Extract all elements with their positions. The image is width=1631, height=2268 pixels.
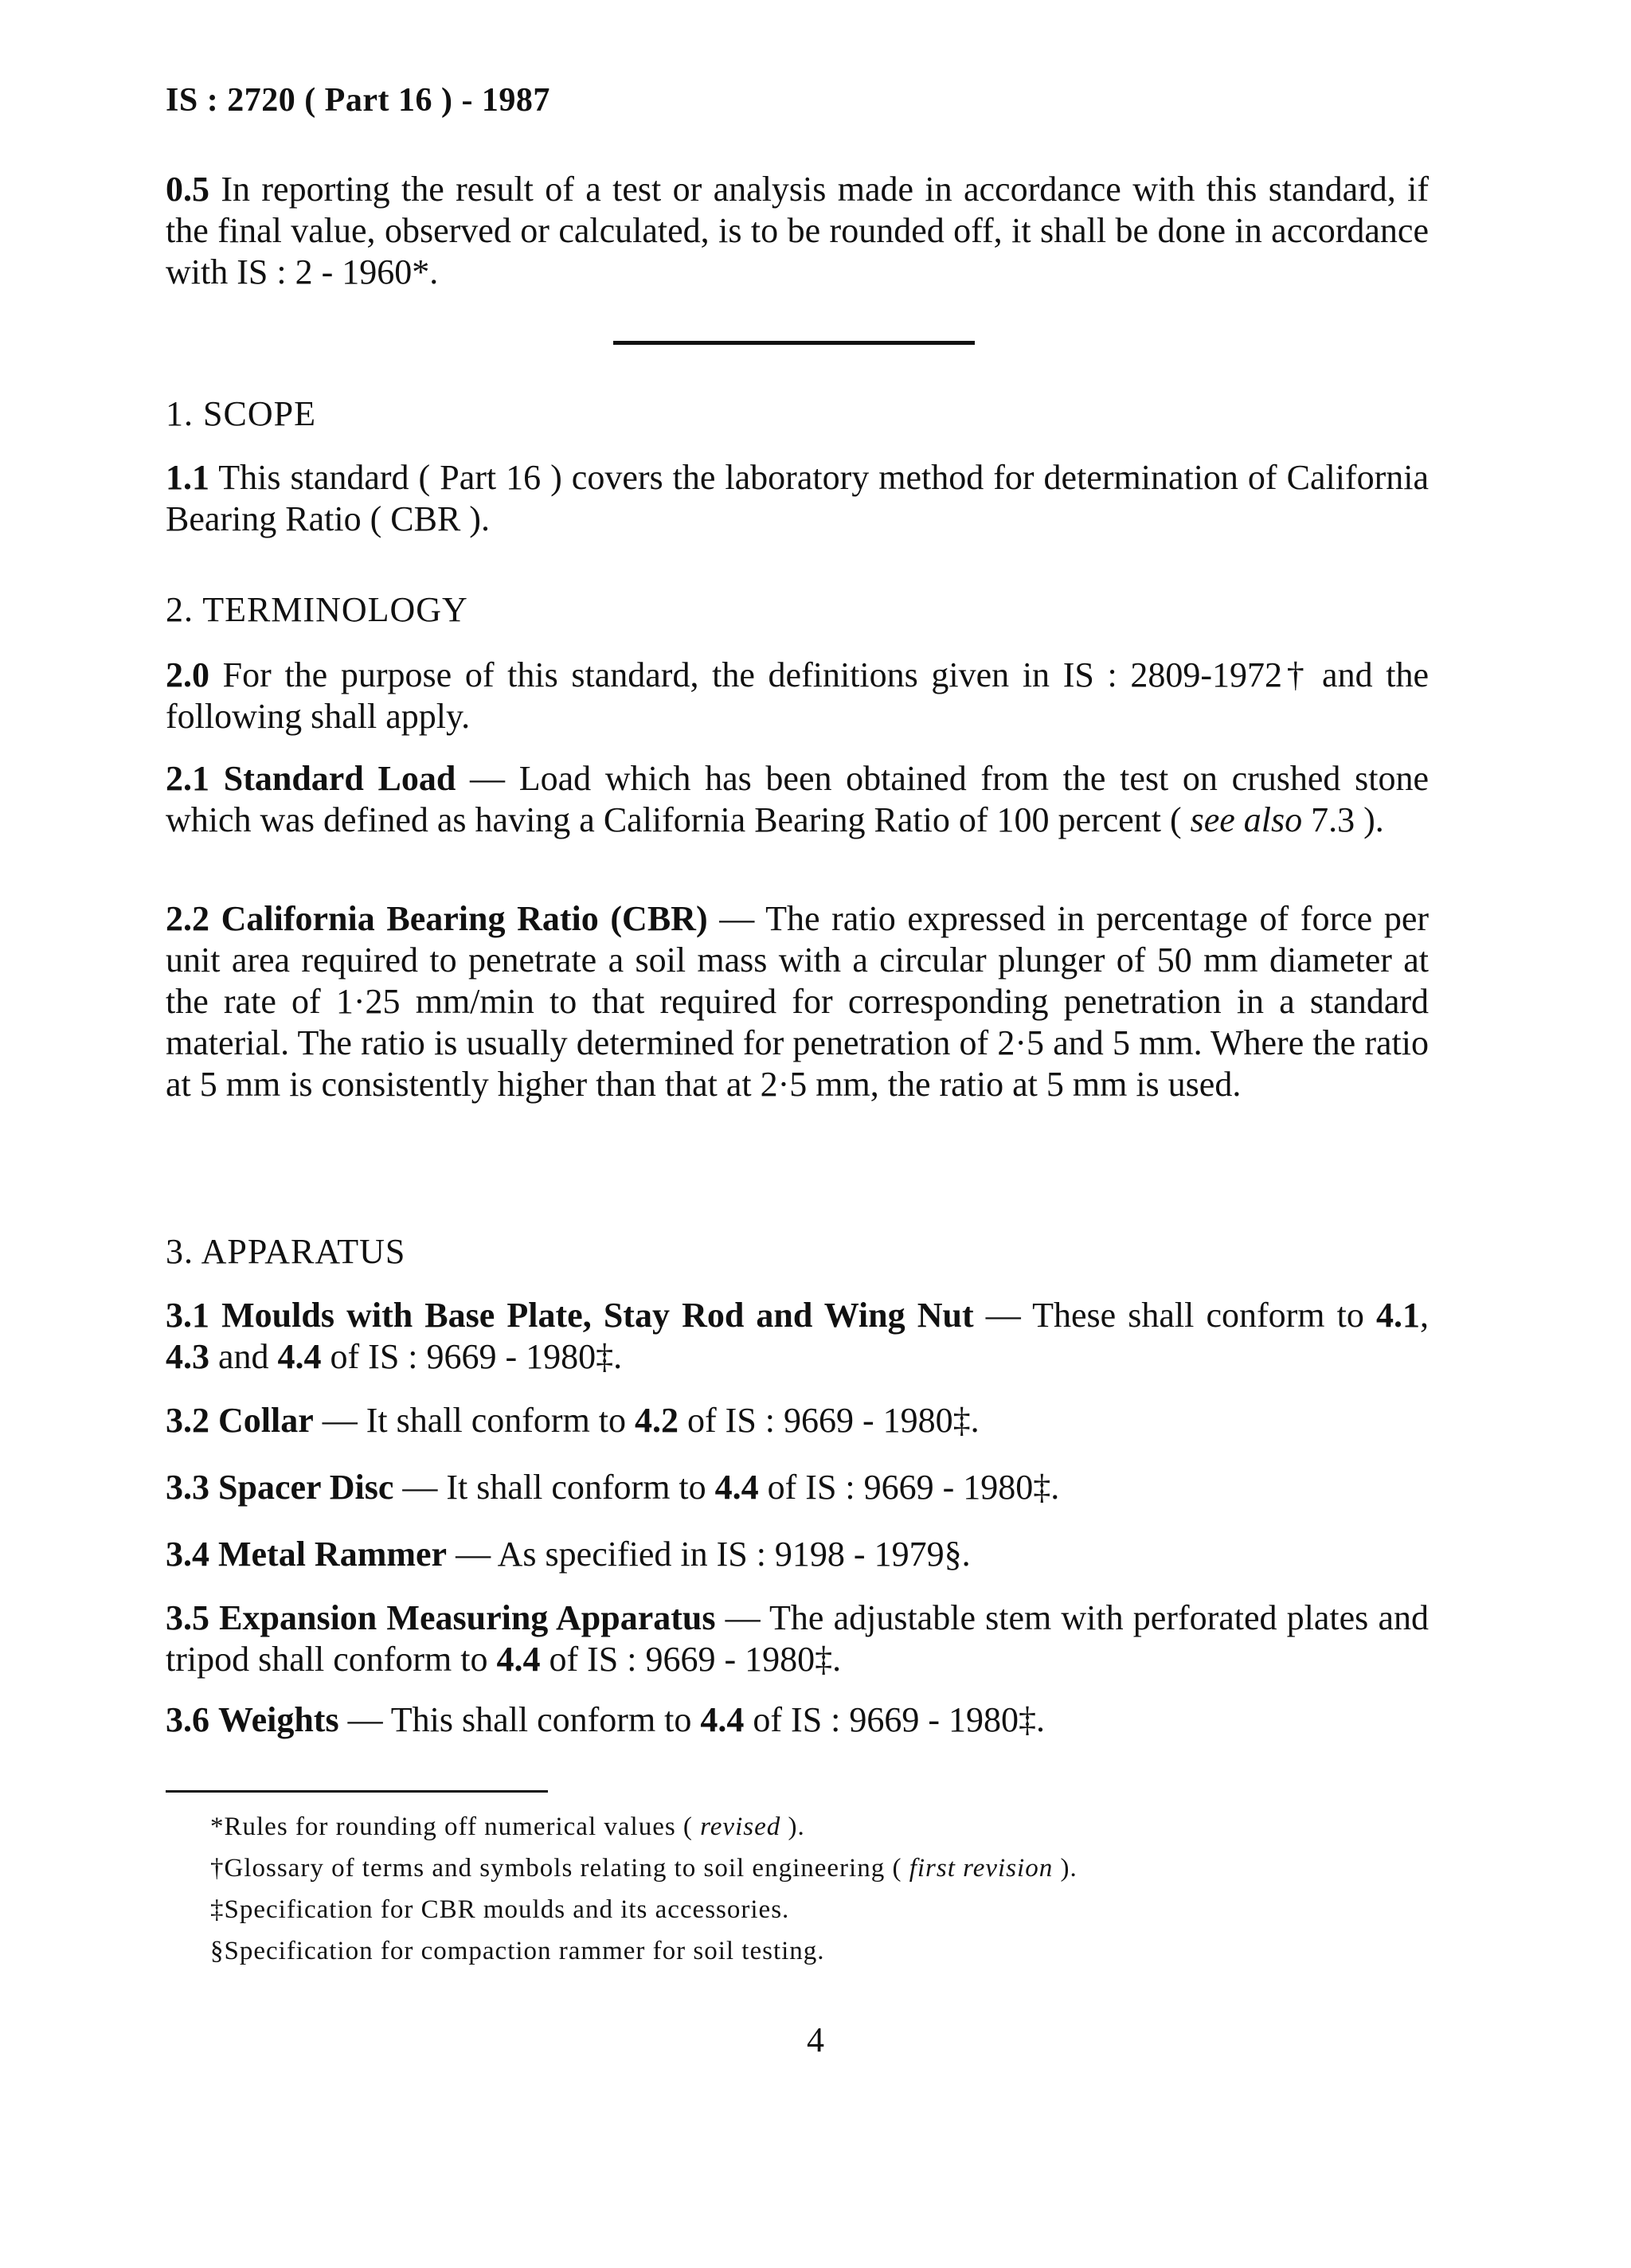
defined-term: Spacer Disc: [218, 1468, 394, 1507]
paragraph-3-2: [166, 1400, 1429, 1441]
defined-term: Moulds with Base Plate, Stay Rod and Wing Nut: [221, 1296, 974, 1335]
clause-reference: 4.1: [1376, 1296, 1420, 1335]
paragraph-text: of IS : 9669 - 1980‡.: [758, 1468, 1060, 1507]
section-heading-terminology: 2. TERMINOLOGY: [166, 590, 468, 629]
paragraph-3-3: [166, 1467, 1429, 1508]
defined-term: Metal Rammer: [218, 1535, 448, 1574]
paragraph-3-6: [166, 1699, 1429, 1741]
italic-text: see also: [1190, 800, 1303, 839]
footnote-text: †Glossary of terms and symbols relating to soil engineering (: [210, 1854, 909, 1883]
paragraph-text: — The adjustable stem with perforated plates and tripod shall conform to: [166, 1598, 1429, 1679]
footnote-3: ‡Specification for CBR moulds and its accessories.: [210, 1895, 790, 1924]
paragraph-text: For the purpose of this standard, the definitions given in IS : 2809-1972† and the following shall apply.: [166, 655, 1430, 736]
paragraph-3-1: [166, 1295, 1429, 1378]
defined-term: Weights: [218, 1700, 339, 1739]
footnote-divider: [166, 1790, 548, 1793]
footnote-italic: revised: [700, 1812, 781, 1841]
defined-term: Expansion Measuring Apparatus: [219, 1598, 716, 1637]
defined-term: Standard Load: [223, 759, 456, 798]
paragraph-0-5: [166, 169, 1429, 293]
page-number: 4: [807, 2020, 824, 2059]
paragraph-2-2: [166, 898, 1429, 1105]
clause-reference: 4.4: [714, 1468, 759, 1507]
section-heading-scope: 1. SCOPE: [166, 394, 316, 433]
paragraph-text: — These shall conform to: [973, 1296, 1376, 1335]
footnote-2: [210, 1848, 1405, 1889]
footnotes: [210, 1806, 1405, 1972]
document-header: IS : 2720 ( Part 16 ) - 1987: [166, 82, 550, 119]
clause-number: 1.1: [166, 458, 209, 497]
paragraph-text: — It shall conform to: [313, 1401, 636, 1440]
clause-number: 2.1: [166, 759, 209, 798]
clause-number: 0.5: [166, 170, 209, 209]
paragraph-text: — As specified in IS : 9198 - 1979§.: [447, 1535, 971, 1574]
clause-number: 3.2: [166, 1401, 209, 1440]
footnote-4: §Specification for compaction rammer for soil testing.: [210, 1937, 825, 1965]
paragraph-text: — Load which has been obtained from the test on crushed stone which was defined as having a California Bearing Ratio of 100 percent (: [166, 759, 1430, 839]
clause-number: 2.2: [166, 899, 209, 938]
clause-reference: 4.2: [635, 1401, 679, 1440]
paragraph-2-0: [166, 655, 1429, 737]
paragraph-text: — The ratio expressed in percentage of force per unit area required to penetrate a soil mass with a circular plunger of 50 mm diameter at the rate of 1·25 mm/min to that required for corresponding penetration in a standard material. The ratio is usually determined for penetration of 2·5 and 5 mm. Where the ratio at 5 mm is consistently higher than that at 2·5 mm, the ratio at 5 mm is used.: [166, 899, 1429, 1104]
clause-number: 3.1: [166, 1296, 209, 1335]
paragraph-text: of IS : 9669 - 1980‡.: [321, 1337, 623, 1376]
clause-reference: 4.4: [496, 1640, 541, 1679]
paragraph-text: of IS : 9669 - 1980‡.: [744, 1700, 1046, 1739]
clause-number: 2.0: [166, 655, 209, 694]
paragraph-text: — It shall conform to: [393, 1468, 715, 1507]
clause-number: 3.4: [166, 1535, 209, 1574]
clause-reference: 4.4: [277, 1337, 322, 1376]
section-divider: [613, 341, 975, 345]
defined-term: Collar: [218, 1401, 314, 1440]
paragraph-1-1: [166, 457, 1429, 540]
clause-reference: 4.4: [700, 1700, 745, 1739]
paragraph-3-5: [166, 1597, 1429, 1680]
clause-reference: 4.3: [166, 1337, 209, 1376]
paragraph-text: of IS : 9669 - 1980‡.: [540, 1640, 842, 1679]
paragraph-text: In reporting the result of a test or analysis made in accordance with this standard, if the final value, observed or calculated, is to be rounded off, it shall be done in accordance with IS : 2 - 1960*.: [166, 170, 1430, 291]
paragraph-text: — This shall conform to: [338, 1700, 701, 1739]
section-heading-apparatus: 3. APPARATUS: [166, 1232, 406, 1271]
footnote-text: ).: [780, 1812, 805, 1841]
footnote-1: [210, 1806, 1405, 1848]
paragraph-2-1: [166, 758, 1429, 841]
clause-number: 3.5: [166, 1598, 209, 1637]
clause-number: 3.6: [166, 1700, 209, 1739]
separator-text: ,: [1420, 1296, 1429, 1335]
footnote-text: ).: [1053, 1854, 1078, 1883]
footnote-italic: first revision: [909, 1854, 1054, 1883]
paragraph-text: of IS : 9669 - 1980‡.: [679, 1401, 980, 1440]
footnote-text: *Rules for rounding off numerical values (: [210, 1812, 701, 1841]
paragraph-text: This standard ( Part 16 ) covers the laboratory method for determination of California Bearing Ratio ( CBR ).: [166, 458, 1429, 538]
separator-text: and: [209, 1337, 278, 1376]
defined-term: California Bearing Ratio (CBR): [221, 899, 708, 938]
clause-number: 3.3: [166, 1468, 209, 1507]
paragraph-text: 7.3 ).: [1302, 800, 1384, 839]
paragraph-3-4: [166, 1534, 1429, 1575]
